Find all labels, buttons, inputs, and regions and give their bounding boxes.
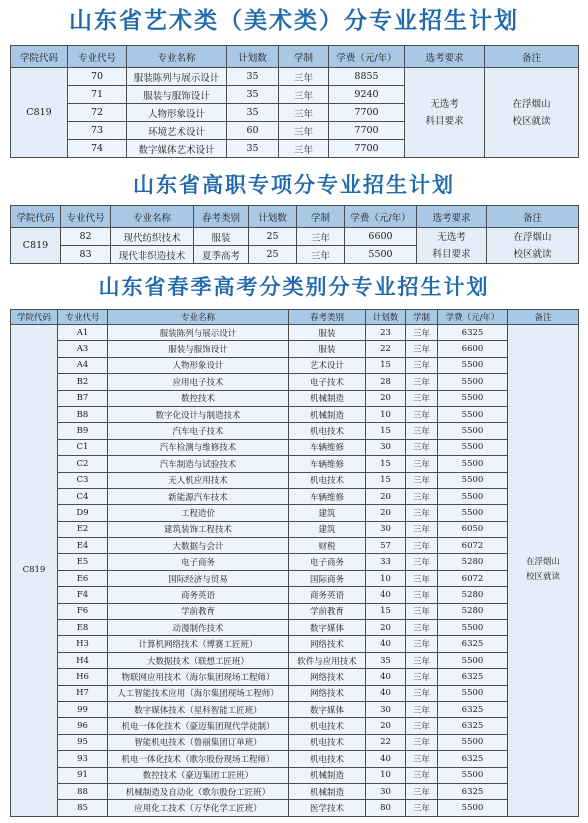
table-row — [11, 406, 579, 422]
table-cell: 5500 — [438, 423, 508, 439]
table-cell: 车辆维修 — [289, 439, 366, 455]
table-cell: 学前教育 — [289, 603, 366, 619]
table-cell: 22 — [366, 341, 406, 357]
table-cell: B2 — [58, 374, 108, 390]
table-cell: 车辆维修 — [289, 456, 366, 472]
column-header: 学院代码 — [11, 206, 61, 228]
table-cell: 6050 — [438, 521, 508, 537]
table-cell: 建筑 — [289, 505, 366, 521]
table-row — [11, 357, 579, 373]
table-cell: 71 — [68, 86, 127, 104]
table-cell: 电子技术 — [289, 374, 366, 390]
college-code-cell: C819 — [11, 325, 58, 817]
table-cell: 8855 — [329, 68, 405, 86]
table-cell: 计算机网络技术（博赛工匠班） — [108, 636, 289, 652]
table-cell: 三年 — [406, 521, 438, 537]
table-cell: 环境艺术设计 — [127, 122, 227, 140]
table-row — [11, 718, 579, 734]
table-cell: 20 — [366, 488, 406, 504]
table-row — [11, 751, 579, 767]
table-cell: 三年 — [406, 505, 438, 521]
table-row — [11, 734, 579, 750]
table-cell: 6072 — [438, 570, 508, 586]
table-row — [11, 228, 579, 246]
table-cell: 5500 — [438, 357, 508, 373]
exam-req-cell: 无选考 科目要求 — [405, 68, 485, 158]
table-row — [11, 636, 579, 652]
table-row — [11, 800, 579, 816]
table-cell: 6325 — [438, 669, 508, 685]
section1-title: 山东省艺术类（美术类）分专业招生计划 — [69, 8, 519, 34]
table-cell: 7700 — [329, 104, 405, 122]
table-cell: 6325 — [438, 701, 508, 717]
table-cell: 15 — [366, 357, 406, 373]
table-cell: 服装与服饰设计 — [127, 86, 227, 104]
table-row — [11, 587, 579, 603]
table-cell: 20 — [366, 620, 406, 636]
table-cell: 软件与应用技术 — [289, 652, 366, 668]
table-cell: 汽车制造与试验技术 — [108, 456, 289, 472]
table-cell: 三年 — [406, 636, 438, 652]
column-header: 春考类别 — [289, 310, 366, 325]
table-cell: 机电技术 — [289, 751, 366, 767]
table-row — [11, 701, 579, 717]
table-cell: 三年 — [406, 570, 438, 586]
table-cell: 28 — [366, 374, 406, 390]
table-cell: 6325 — [438, 718, 508, 734]
table-cell: 91 — [58, 767, 108, 783]
table-cell: 三年 — [406, 652, 438, 668]
section2-title: 山东省高职专项分专业招生计划 — [133, 173, 455, 197]
table-cell: 6072 — [438, 538, 508, 554]
column-header: 选考要求 — [417, 206, 487, 228]
table-cell: 5500 — [438, 488, 508, 504]
table-cell: 5500 — [438, 472, 508, 488]
table-cell: C2 — [58, 456, 108, 472]
column-header: 专业代号 — [58, 310, 108, 325]
column-header: 备注 — [508, 310, 579, 325]
table-row — [11, 456, 579, 472]
column-header: 学费（元/年） — [345, 206, 417, 228]
table-cell: 35 — [227, 86, 279, 104]
table-cell: 三年 — [406, 554, 438, 570]
table-cell: 三年 — [406, 685, 438, 701]
column-header: 计划数 — [366, 310, 406, 325]
table-row — [11, 767, 579, 783]
table-cell: 5500 — [438, 406, 508, 422]
table-header-row — [11, 46, 579, 68]
table-cell: 三年 — [406, 669, 438, 685]
table-cell: 35 — [227, 104, 279, 122]
table-cell: C4 — [58, 488, 108, 504]
table-cell: A1 — [58, 325, 108, 341]
table-cell: 三年 — [406, 718, 438, 734]
table-header-row — [11, 206, 579, 228]
column-header: 学制 — [406, 310, 438, 325]
table-cell: 30 — [366, 521, 406, 537]
table-cell: 学前教育 — [108, 603, 289, 619]
table-cell: 汽车电子技术 — [108, 423, 289, 439]
table-cell: 大数据技术（联想工匠班） — [108, 652, 289, 668]
table-cell: 无人机应用技术 — [108, 472, 289, 488]
table-row — [11, 423, 579, 439]
table-cell: 5280 — [438, 587, 508, 603]
table-cell: 40 — [366, 636, 406, 652]
table-cell: 99 — [58, 701, 108, 717]
column-header: 专业代号 — [68, 46, 127, 68]
table-cell: E8 — [58, 620, 108, 636]
table-cell: 机电一体化技术（歌尔股份现场工程师） — [108, 751, 289, 767]
table-cell: 三年 — [406, 620, 438, 636]
table-cell: 5500 — [438, 652, 508, 668]
table-cell: 三年 — [406, 783, 438, 799]
table-cell: 74 — [68, 140, 127, 158]
table-cell: 动漫制作技术 — [108, 620, 289, 636]
table-cell: 机械制造 — [289, 783, 366, 799]
table-cell: 96 — [58, 718, 108, 734]
note-cell: 在浮烟山 校区就读 — [508, 325, 579, 817]
table-row — [11, 505, 579, 521]
table-cell: 15 — [366, 603, 406, 619]
table-cell: 建筑 — [289, 521, 366, 537]
table-row — [11, 472, 579, 488]
college-code-cell: C819 — [11, 228, 61, 264]
table-cell: 22 — [366, 734, 406, 750]
column-header: 选考要求 — [405, 46, 485, 68]
table-cell: 35 — [366, 652, 406, 668]
table-cell: D9 — [58, 505, 108, 521]
table-cell: 40 — [366, 685, 406, 701]
table-cell: 7700 — [329, 140, 405, 158]
column-header: 学院代码 — [11, 310, 58, 325]
table-cell: 夏季高考 — [194, 246, 249, 264]
table-cell: 5280 — [438, 603, 508, 619]
table-cell: 25 — [249, 246, 297, 264]
table-cell: 网络技术 — [289, 685, 366, 701]
table-cell: 95 — [58, 734, 108, 750]
table-cell: 三年 — [406, 488, 438, 504]
college-code-cell: C819 — [11, 68, 68, 158]
table-cell: 三年 — [406, 439, 438, 455]
table-cell: 机械制造 — [289, 406, 366, 422]
table-cell: 30 — [366, 783, 406, 799]
table-cell: 机电一体化技术（豪迈集团现代学徒制） — [108, 718, 289, 734]
table-cell: 现代纺织技术 — [111, 228, 194, 246]
column-header: 春考类别 — [194, 206, 249, 228]
table-cell: 5500 — [438, 767, 508, 783]
table-cell: 商务英语 — [108, 587, 289, 603]
table-cell: 10 — [366, 406, 406, 422]
table-cell: 商务英语 — [289, 587, 366, 603]
table-cell: 新能源汽车技术 — [108, 488, 289, 504]
table-cell: E6 — [58, 570, 108, 586]
table-cell: 85 — [58, 800, 108, 816]
column-header: 专业代号 — [61, 206, 111, 228]
table-cell: 三年 — [406, 325, 438, 341]
table-cell: 三年 — [406, 341, 438, 357]
table-cell: 机械制造 — [289, 390, 366, 406]
table-cell: 40 — [366, 587, 406, 603]
table-row — [11, 570, 579, 586]
table-cell: 人物形象设计 — [108, 357, 289, 373]
table-cell: 人工智能技术应用（海尔集团现场工程师） — [108, 685, 289, 701]
table-cell: 三年 — [406, 357, 438, 373]
table-cell: 大数据与会计 — [108, 538, 289, 554]
table-cell: 三年 — [279, 122, 329, 140]
table-cell: 6325 — [438, 751, 508, 767]
column-header: 专业名称 — [108, 310, 289, 325]
table-cell: 15 — [366, 456, 406, 472]
table-cell: 6325 — [438, 325, 508, 341]
table-cell: 40 — [366, 751, 406, 767]
table-cell: 5280 — [438, 554, 508, 570]
table-cell: 三年 — [406, 423, 438, 439]
table-cell: 三年 — [406, 538, 438, 554]
table-cell: 三年 — [406, 603, 438, 619]
table-cell: 数控技术 — [108, 390, 289, 406]
table-cell: 70 — [68, 68, 127, 86]
table-cell: 三年 — [406, 734, 438, 750]
table-cell: 网络技术 — [289, 636, 366, 652]
table-cell: 三年 — [279, 104, 329, 122]
column-header: 计划数 — [227, 46, 279, 68]
table-cell: 三年 — [406, 374, 438, 390]
column-header: 专业名称 — [111, 206, 194, 228]
table-cell: 20 — [366, 390, 406, 406]
table-cell: 汽车检测与维修技术 — [108, 439, 289, 455]
table-cell: 6325 — [438, 636, 508, 652]
table-cell: 20 — [366, 505, 406, 521]
table-cell: 5500 — [438, 439, 508, 455]
table-cell: H3 — [58, 636, 108, 652]
table-cell: 机械制造及自动化（歌尔股份工匠班） — [108, 783, 289, 799]
table-cell: 5500 — [438, 620, 508, 636]
table-cell: 6600 — [345, 228, 417, 246]
table-cell: 机电技术 — [289, 423, 366, 439]
table-cell: 10 — [366, 767, 406, 783]
table-cell: 三年 — [406, 456, 438, 472]
table-cell: 5500 — [345, 246, 417, 264]
table-cell: 三年 — [406, 472, 438, 488]
table-cell: 服装 — [194, 228, 249, 246]
table-cell: 三年 — [406, 390, 438, 406]
table-cell: 6325 — [438, 783, 508, 799]
table-cell: 数字化设计与制造技术 — [108, 406, 289, 422]
table-cell: 23 — [366, 325, 406, 341]
table-cell: 现代非织造技术 — [111, 246, 194, 264]
column-header: 专业名称 — [127, 46, 227, 68]
table-header-row — [11, 310, 579, 325]
table-row — [11, 325, 579, 341]
table-cell: 建筑装饰工程技术 — [108, 521, 289, 537]
table-cell: 40 — [366, 669, 406, 685]
table-cell: E4 — [58, 538, 108, 554]
table-cell: 三年 — [406, 767, 438, 783]
table-cell: 数字媒体艺术设计 — [127, 140, 227, 158]
table-cell: 艺术设计 — [289, 357, 366, 373]
table-cell: 国际经济与贸易 — [108, 570, 289, 586]
table-cell: 35 — [227, 140, 279, 158]
table-cell: 国际商务 — [289, 570, 366, 586]
column-header: 学费（元/年） — [438, 310, 508, 325]
table-cell: A4 — [58, 357, 108, 373]
table-cell: 三年 — [279, 68, 329, 86]
table-cell: 财税 — [289, 538, 366, 554]
column-header: 计划数 — [249, 206, 297, 228]
table-cell: 57 — [366, 538, 406, 554]
table-cell: H4 — [58, 652, 108, 668]
table-cell: 服装陈列与展示设计 — [108, 325, 289, 341]
table-cell: 三年 — [279, 86, 329, 104]
exam-req-cell: 无选考 科目要求 — [417, 228, 487, 264]
table-cell: B8 — [58, 406, 108, 422]
table-cell: 服装 — [289, 325, 366, 341]
section3-title: 山东省春季高考分类别分专业招生计划 — [98, 275, 490, 299]
table-row — [11, 783, 579, 799]
table-row — [11, 68, 579, 86]
table-cell: 三年 — [297, 228, 345, 246]
table-cell: 10 — [366, 570, 406, 586]
table-cell: 数字媒体技术（星科智能工匠班） — [108, 701, 289, 717]
column-header: 学院代码 — [11, 46, 68, 68]
table-cell: 5500 — [438, 734, 508, 750]
table-row — [11, 439, 579, 455]
table-cell: 机电技术 — [289, 472, 366, 488]
table-cell: 9240 — [329, 86, 405, 104]
table-cell: H6 — [58, 669, 108, 685]
table-cell: 机械制造 — [289, 767, 366, 783]
table-cell: A3 — [58, 341, 108, 357]
table-cell: 三年 — [406, 751, 438, 767]
table-cell: 5500 — [438, 685, 508, 701]
table-cell: 6600 — [438, 341, 508, 357]
column-header: 学制 — [279, 46, 329, 68]
table-cell: C3 — [58, 472, 108, 488]
table-cell: F6 — [58, 603, 108, 619]
table-row — [11, 374, 579, 390]
table-cell: 应用化工技术（万华化学工匠班） — [108, 800, 289, 816]
table-row — [11, 554, 579, 570]
art-admission-table — [10, 45, 579, 158]
table-cell: B9 — [58, 423, 108, 439]
table-cell: 数控技术（豪迈集团工匠班） — [108, 767, 289, 783]
table-cell: 工程造价 — [108, 505, 289, 521]
table-row — [11, 652, 579, 668]
table-cell: 73 — [68, 122, 127, 140]
table-cell: 93 — [58, 751, 108, 767]
table-cell: 应用电子技术 — [108, 374, 289, 390]
table-row — [11, 620, 579, 636]
table-cell: 数字媒体 — [289, 620, 366, 636]
table-row — [11, 669, 579, 685]
column-header: 备注 — [485, 46, 579, 68]
table-cell: 三年 — [406, 800, 438, 816]
table-cell: 15 — [366, 472, 406, 488]
table-cell: 三年 — [406, 587, 438, 603]
table-cell: 15 — [366, 423, 406, 439]
table-cell: 5500 — [438, 505, 508, 521]
table-row — [11, 603, 579, 619]
table-cell: 82 — [61, 228, 111, 246]
table-cell: E2 — [58, 521, 108, 537]
table-cell: 5500 — [438, 456, 508, 472]
column-header: 备注 — [487, 206, 579, 228]
table-cell: E5 — [58, 554, 108, 570]
table-cell: 电子商务 — [289, 554, 366, 570]
note-cell: 在浮烟山 校区就读 — [487, 228, 579, 264]
table-cell: 60 — [227, 122, 279, 140]
table-row — [11, 538, 579, 554]
table-row — [11, 488, 579, 504]
table-row — [11, 390, 579, 406]
table-cell: 机电技术 — [289, 718, 366, 734]
table-cell: 服装 — [289, 341, 366, 357]
table-cell: 80 — [366, 800, 406, 816]
table-cell: 5500 — [438, 374, 508, 390]
table-cell: 物联网应用技术（海尔集团现场工程师） — [108, 669, 289, 685]
column-header: 学费（元/年） — [329, 46, 405, 68]
table-cell: 25 — [249, 228, 297, 246]
column-header: 学制 — [297, 206, 345, 228]
table-cell: 33 — [366, 554, 406, 570]
table-cell: 5500 — [438, 800, 508, 816]
table-cell: 电子商务 — [108, 554, 289, 570]
table-row — [11, 685, 579, 701]
table-cell: 服装陈列与展示设计 — [127, 68, 227, 86]
table-cell: 30 — [366, 439, 406, 455]
table-cell: 三年 — [279, 140, 329, 158]
table-cell: 5500 — [438, 390, 508, 406]
vocational-admission-table — [10, 205, 579, 264]
table-cell: 7700 — [329, 122, 405, 140]
table-cell: 20 — [366, 718, 406, 734]
spring-exam-admission-table — [10, 309, 579, 817]
table-cell: 车辆维修 — [289, 488, 366, 504]
table-cell: 网络技术 — [289, 669, 366, 685]
table-cell: 83 — [61, 246, 111, 264]
note-cell: 在浮烟山 校区就读 — [485, 68, 579, 158]
table-cell: 数字媒体 — [289, 701, 366, 717]
table-cell: B7 — [58, 390, 108, 406]
table-cell: 医学技术 — [289, 800, 366, 816]
table-cell: 服装与服饰设计 — [108, 341, 289, 357]
table-cell: 30 — [366, 701, 406, 717]
table-cell: 智能机电技术（鲁丽集团订单班） — [108, 734, 289, 750]
table-cell: 机电技术 — [289, 734, 366, 750]
table-cell: 人物形象设计 — [127, 104, 227, 122]
table-cell: 三年 — [406, 701, 438, 717]
table-cell: C1 — [58, 439, 108, 455]
table-row — [11, 341, 579, 357]
table-cell: 88 — [58, 783, 108, 799]
table-cell: 35 — [227, 68, 279, 86]
table-cell: 三年 — [406, 406, 438, 422]
table-cell: H7 — [58, 685, 108, 701]
table-row — [11, 521, 579, 537]
table-cell: 72 — [68, 104, 127, 122]
table-cell: 三年 — [297, 246, 345, 264]
table-cell: F4 — [58, 587, 108, 603]
